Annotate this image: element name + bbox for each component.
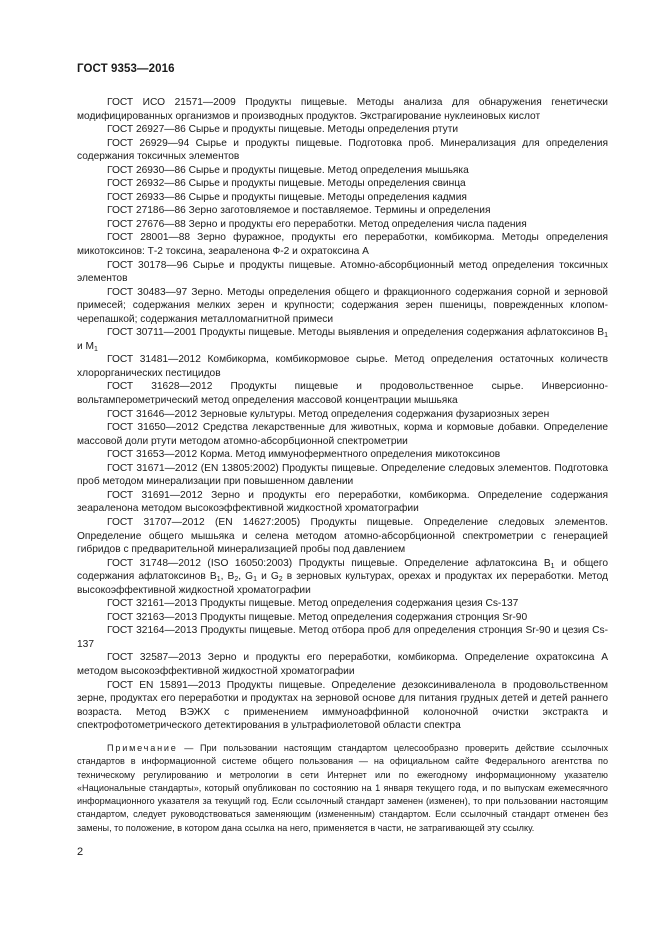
subscript: 1 [94,345,98,353]
reference-text: и общего содержания афлатоксинов В [77,557,608,583]
reference-item [77,326,608,353]
reference-item: ГОСТ 27676—88 Зерно и продукты его переработки. Метод определения числа падения [107,218,527,230]
document-header: ГОСТ 9353—2016 [77,63,175,75]
reference-item: ГОСТ 26929—94 Сырье и продукты пищевые. Подготовка проб. Минерализация для определения содержания токсичных элементов [77,137,608,163]
reference-item: ГОСТ 28001—88 Зерно фуражное, продукты его переработки, комбикорма. Методы определения микотоксинов: Т-2 токсина, зеараленона Ф-2 и охратоксина А [77,232,608,258]
subscript: 1 [550,562,555,570]
reference-item: ГОСТ 31691—2012 Зерно и продукты его переработки, комбикорма. Определение содержания зеараленона методом высокоэффективной жидкостной хроматографии [77,489,608,515]
reference-text: и М [77,340,95,352]
reference-text: , В [220,571,235,583]
reference-item: ГОСТ 31628—2012 Продукты пищевые и продовольственное сырье. Инверсионно-вольтамперометрический метод определения массовой концентрации мышьяка [77,381,608,407]
subscript: 1 [604,332,608,340]
reference-item: ГОСТ 32161—2013 Продукты пищевые. Метод определения содержания цезия Cs-137 [107,598,519,610]
page-number: 2 [77,846,84,858]
subscript: 2 [234,576,239,584]
reference-item: ГОСТ 31707—2012 (EN 14627:2005) Продукты пищевые. Определение следовых элементов. Определение общего мышьяка и селена методом атомно-абсорбционной спектрометрии с генерацией гибридов с предварительной минерализацией пробы под давлением [77,516,608,556]
note-text: — При пользовании настоящим стандартом целесообразно проверить действие ссылочных стандартов в информационной системе общего пользования — на официальном сайте Федерального агентства по техническому регулированию и метрологии в сети Интернет или по ежегодному информационному указателю «Национальные стандарты», который опубликован по состоянию на 1 января текущего года, и по выпускам ежемесячного информационного указателя за текущий год. Если ссылочный стандарт заменен (изменен), то при пользовании настоящим стандартом, следует руководствоваться заменяющим (измененным) стандартом. Если ссылочный стандарт отменен без замены, то положение, в котором дана ссылка на него, применяется в части, не затрагивающей эту ссылку. [77,743,608,833]
subscript: 2 [278,576,283,584]
reference-text: ГОСТ 30711—2001 Продукты пищевые. Методы выявления и определения содержания афлатоксинов В [107,327,605,339]
reference-item: ГОСТ 31650—2012 Средства лекарственные для животных, корма и кормовые добавки. Определение массовой доли ртути методом атомно-абсорбционной спектрометрии [77,422,608,447]
reference-text: и G [256,571,279,583]
reference-text: в зерновых культурах, орехах и продуктах их переработки. Метод высокоэффективной жидкостной хроматографии [77,571,608,596]
reference-item: ГОСТ 30483—97 Зерно. Методы определения общего и фракционного содержания сорной и зерновой примесей; содержания мелких зерен и крупности; содержания зерен пшеницы, поврежденных клопом-черепашкой; содержания металломагнитной примеси [77,286,608,325]
subscript: 1 [253,576,257,584]
reference-item: ГОСТ 32163—2013 Продукты пищевые. Метод определения содержания стронция Sr-90 [107,611,528,623]
reference-item: ГОСТ 32164—2013 Продукты пищевые. Метод отбора проб для определения стронция Sr-90 и цезия Cs-137 [77,625,608,650]
subscript: 1 [216,576,221,584]
reference-item: ГОСТ 26927—86 Сырье и продукты пищевые. Методы определения ртути [107,124,459,136]
reference-item: ГОСТ 31653—2012 Корма. Метод иммуноферментного определения микотоксинов [107,449,501,461]
reference-text: ГОСТ 31748—2012 (ISO 16050:2003) Продукты пищевые. Определение афлатоксина В [107,557,551,569]
reference-item: ГОСТ 31481—2012 Комбикорма, комбикормовое сырье. Метод определения остаточных количеств хлорорганических пестицидов [77,354,608,379]
reference-text: , G [238,571,254,583]
reference-item: ГОСТ 26933—86 Сырье и продукты пищевые. Методы определения кадмия [107,191,467,203]
note-paragraph [77,742,608,835]
reference-item: ГОСТ EN 15891—2013 Продукты пищевые. Определение дезоксиниваленола в продовольственном зерне, продуктах его переработки и продуктах на зерновой основе для питания грудных детей и детей раннего возраста. Метод ВЭЖХ с применением иммуноаффинной колоночной очистки экстракта и спектрофотометрического детектирования в ультрафиолетовой области спектра [77,679,608,732]
reference-item [77,557,608,598]
reference-item: ГОСТ 31646—2012 Зерновые культуры. Метод определения содержания фузариозных зерен [107,408,550,420]
reference-item: ГОСТ 27186—86 Зерно заготовляемое и поставляемое. Термины и определения [107,205,491,217]
reference-item: ГОСТ 31671—2012 (EN 13805:2002) Продукты пищевые. Определение следовых элементов. Подготовка проб методом минерализации при повышенном давлении [77,462,608,488]
reference-item: ГОСТ 32587—2013 Зерно и продукты его переработки, комбикорма. Определение охратоксина А методом высокоэффективной жидкостной хроматографии [77,652,608,677]
reference-item: ГОСТ ИСО 21571—2009 Продукты пищевые. Методы анализа для обнаружения генетически модифицированных организмов и производных продуктов. Экстрагирование нуклеиновых кислот [77,97,608,122]
reference-item: ГОСТ 26932—86 Сырье и продукты пищевые. Методы определения свинца [107,178,466,190]
note-label: Примечание [107,743,178,753]
normative-references [77,96,608,733]
reference-item: ГОСТ 30178—96 Сырье и продукты пищевые. Атомно-абсорбционный метод определения токсичных элементов [77,259,608,285]
reference-item: ГОСТ 26930—86 Сырье и продукты пищевые. Метод определения мышьяка [107,164,469,176]
